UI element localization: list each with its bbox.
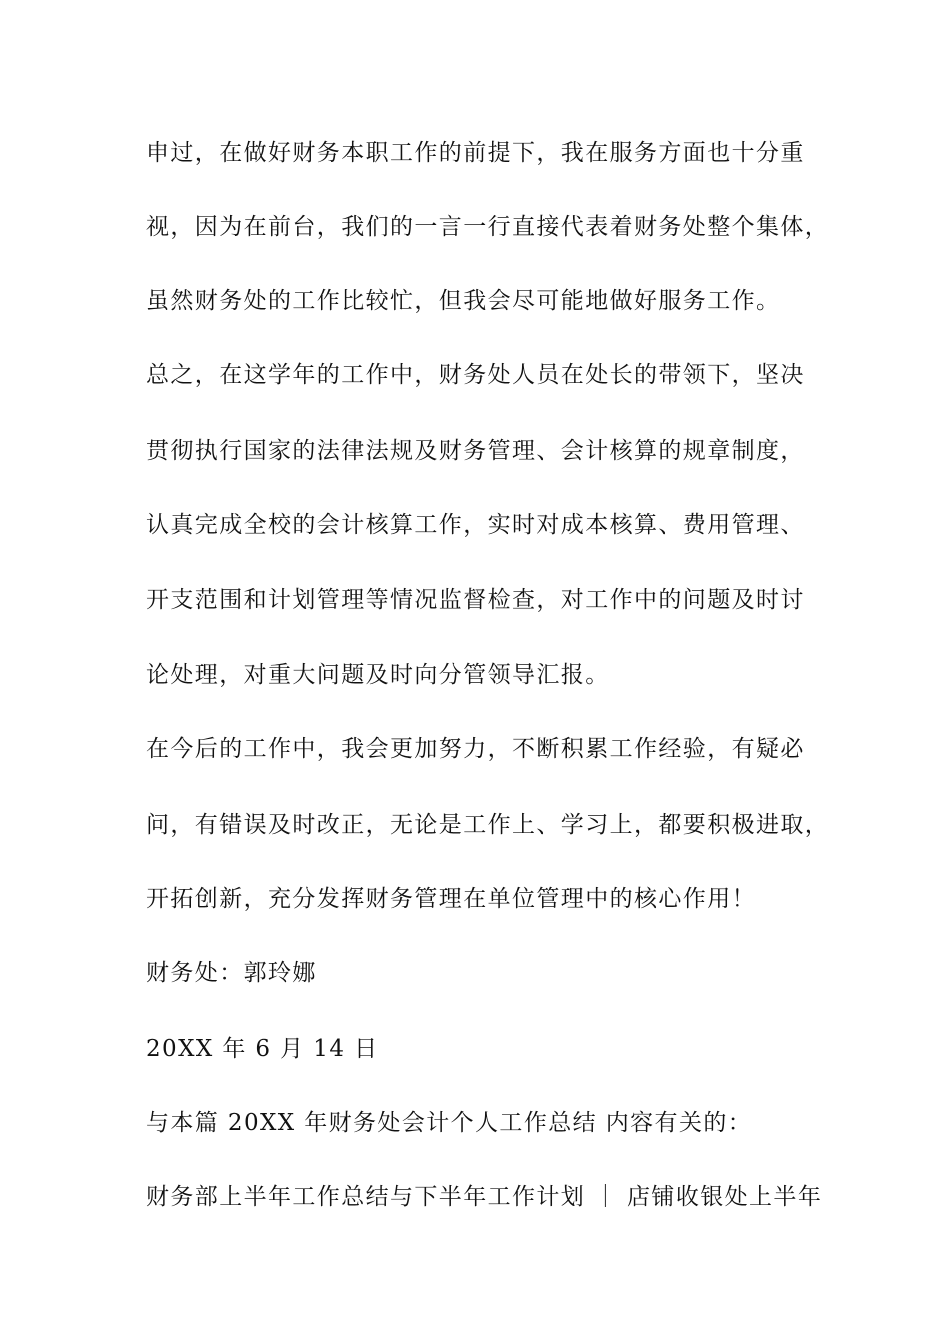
paragraph-line: 总之，在这学年的工作中，财务处人员在处长的带领下，坚决 [146,362,805,388]
paragraph-line: 视，因为在前台，我们的一言一行直接代表着财务处整个集体， [146,214,830,240]
paragraph-line: 申过，在做好财务本职工作的前提下，我在服务方面也十分重 [146,140,805,166]
paragraph-line: 贯彻执行国家的法律法规及财务管理、会计核算的规章制度， [146,438,805,464]
paragraph-line: 论处理，对重大问题及时向分管领导汇报。 [146,662,610,688]
related-links-line[interactable]: 财务部上半年工作总结与下半年工作计划 ｜ 店铺收银处上半年 [146,1184,823,1210]
paragraph-line: 开拓创新，充分发挥财务管理在单位管理中的核心作用！ [146,886,756,912]
paragraph-line: 虽然财务处的工作比较忙，但我会尽可能地做好服务工作。 [146,288,781,314]
paragraph-line: 认真完成全校的会计核算工作，实时对成本核算、费用管理、 [146,512,805,538]
signature-line: 财务处：郭玲娜 [146,960,317,986]
paragraph-line: 问，有错误及时改正，无论是工作上、学习上，都要积极进取， [146,812,830,838]
related-heading: 与本篇 20XX 年财务处会计个人工作总结 内容有关的： [146,1110,753,1136]
paragraph-line: 开支范围和计划管理等情况监督检查，对工作中的问题及时讨 [146,587,805,613]
date-line: 20XX 年 6 月 14 日 [146,1036,379,1062]
paragraph-line: 在今后的工作中，我会更加努力，不断积累工作经验，有疑必 [146,736,805,762]
